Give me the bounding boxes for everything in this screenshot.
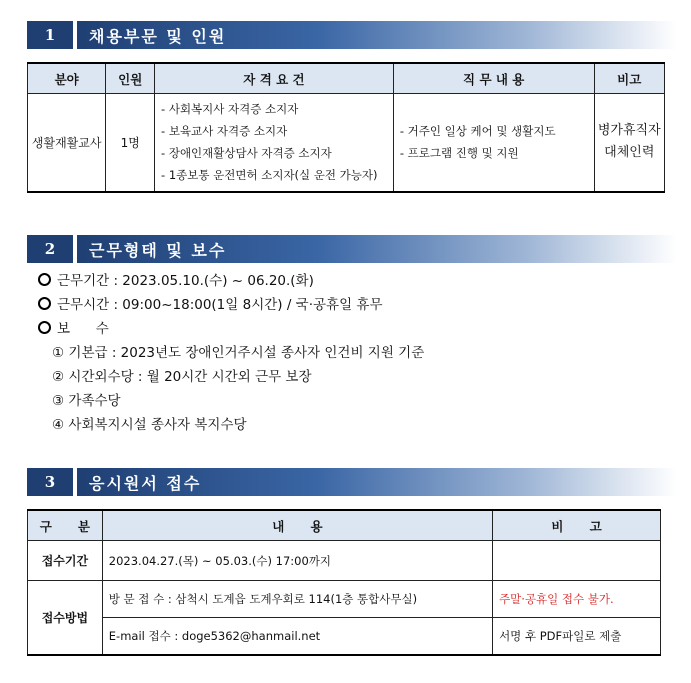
bullet-circle-icon bbox=[38, 321, 51, 334]
bullet-circle-icon bbox=[38, 273, 51, 286]
col-header-field: 분야 bbox=[28, 63, 106, 94]
period-note bbox=[493, 541, 661, 581]
pay-item: ② 시간외수당 : 월 20시간 시간외 근무 보장 bbox=[52, 369, 312, 385]
col-header-count: 인원 bbox=[106, 63, 155, 94]
section-title: 채용부문 및 인원 bbox=[77, 21, 677, 49]
duty-item: - 거주인 일상 케어 및 생활지도 bbox=[399, 124, 556, 139]
email-method: E-mail 접수 : doge5362@hanmail.net bbox=[102, 618, 492, 655]
section-title: 응시원서 접수 bbox=[77, 468, 677, 496]
section-number: 2 bbox=[27, 235, 73, 263]
note-cell bbox=[594, 94, 664, 192]
col-header-note: 비고 bbox=[594, 63, 664, 94]
pay-item: ① 기본급 : 2023년도 장애인거주시설 종사자 인건비 지원 기준 bbox=[52, 345, 425, 361]
col-header-qualification: 자 격 요 건 bbox=[155, 63, 394, 94]
bullet-circle-icon bbox=[38, 297, 51, 310]
col-header-category: 구 분 bbox=[28, 510, 103, 541]
work-period: 근무기간 : 2023.05.10.(수) ~ 06.20.(화) bbox=[38, 269, 314, 293]
apply-table bbox=[27, 509, 661, 656]
visit-note: 주말·공휴일 접수 불가. bbox=[493, 581, 661, 618]
section-2-header bbox=[27, 235, 677, 263]
method-label: 접수방법 bbox=[28, 581, 103, 655]
work-hours: 근무시간 : 09:00~18:00(1일 8시간) / 국·공휴일 휴무 bbox=[38, 293, 383, 317]
duty-item: - 프로그램 진행 및 지원 bbox=[399, 146, 519, 161]
col-header-duties: 직 무 내 용 bbox=[393, 63, 594, 94]
col-header-content: 내 용 bbox=[102, 510, 492, 541]
work-pay: 보 수 bbox=[38, 317, 109, 341]
pay-item: ④ 사회복지시설 종사자 복지수당 bbox=[52, 417, 247, 433]
section-number: 1 bbox=[27, 21, 73, 49]
field-cell: 생활재활교사 bbox=[28, 94, 106, 192]
qualification-item: - 보육교사 자격증 소지자 bbox=[161, 124, 288, 139]
section-3-header bbox=[27, 468, 677, 496]
section-title: 근무형태 및 보수 bbox=[77, 235, 677, 263]
period-value: 2023.04.27.(목) ~ 05.03.(수) 17:00까지 bbox=[102, 541, 492, 581]
count-cell: 1명 bbox=[106, 94, 155, 192]
section-number: 3 bbox=[27, 468, 73, 496]
note-line: 대체인력 bbox=[604, 145, 655, 161]
qualification-item: - 1종보통 운전면허 소지자(실 운전 가능자) bbox=[161, 168, 378, 183]
recruit-table bbox=[27, 62, 665, 193]
section-1-header bbox=[27, 21, 677, 49]
col-header-note: 비 고 bbox=[493, 510, 661, 541]
qualification-cell bbox=[155, 94, 394, 192]
email-note: 서명 후 PDF파일로 제출 bbox=[493, 618, 661, 655]
period-label: 접수기간 bbox=[28, 541, 103, 581]
qualification-item: - 사회복지사 자격증 소지자 bbox=[161, 102, 299, 117]
visit-method: 방 문 접 수 : 삼척시 도계읍 도계우회로 114(1층 통합사무실) bbox=[102, 581, 492, 618]
qualification-item: - 장애인재활상담사 자격증 소지자 bbox=[161, 146, 332, 161]
note-line: 병가휴직자 bbox=[597, 123, 661, 139]
duties-cell bbox=[393, 94, 594, 192]
pay-item: ③ 가족수당 bbox=[52, 393, 121, 409]
